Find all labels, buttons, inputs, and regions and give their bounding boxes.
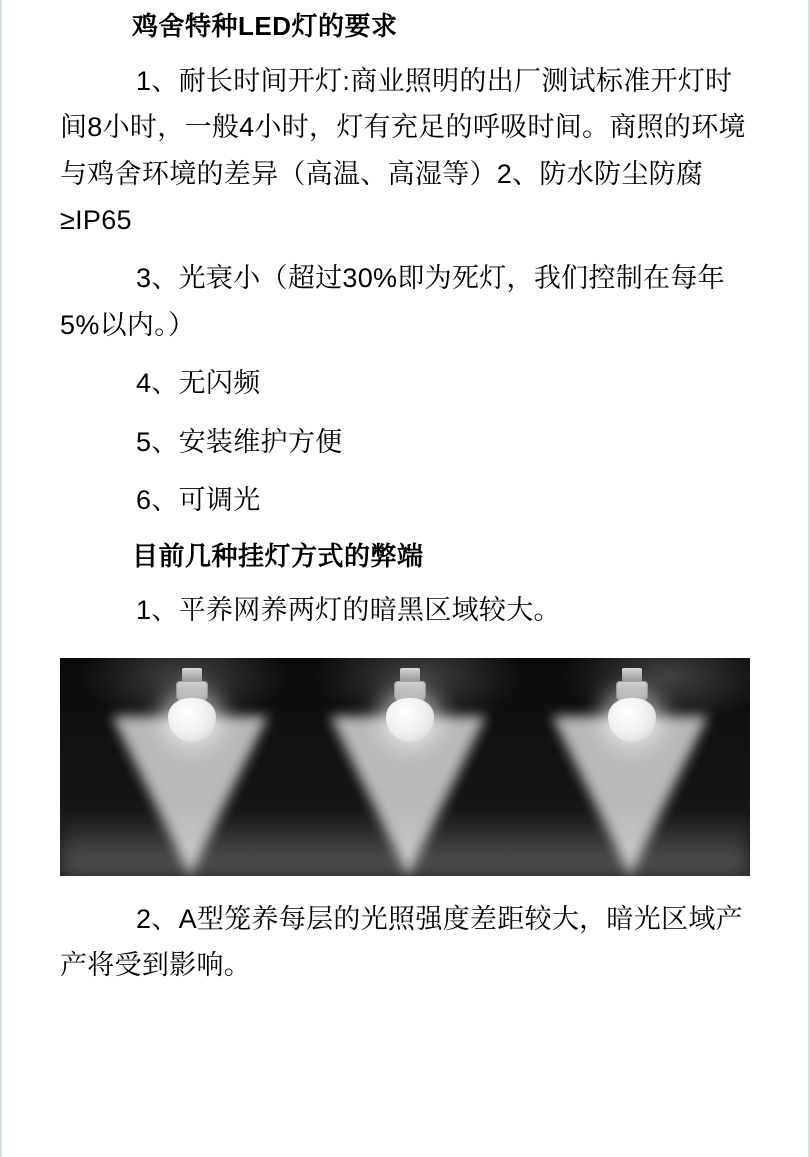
paragraph-item-4: 4、无闪频 <box>136 368 261 399</box>
bulb-cap <box>622 668 642 682</box>
paragraph-drawback-2: 2、A型笼养每层的光照强度差距较大，暗光区域产产将受到影响。 <box>60 903 743 981</box>
led-bulb-icon-center <box>382 668 438 742</box>
paragraph-item-1: 1、耐长时间开灯:商业照明的出厂测试标准开灯时间8小时，一般4小时，灯有充足的呼吸时间。商照的环境与鸡舍环境的差异（高温、高湿等）2、防水防尘防腐≥IP65 <box>60 65 746 235</box>
bulb-globe <box>608 698 656 742</box>
paragraph-item-6: 6、可调光 <box>136 485 261 516</box>
bulb-globe <box>386 698 434 742</box>
paragraph-drawback-1: 1、平养网养两灯的暗黑区域较大。 <box>136 595 561 626</box>
bulb-globe <box>168 698 216 742</box>
floor-glow <box>60 812 750 876</box>
lamp-beams-image <box>60 658 750 876</box>
bulb-cap <box>400 668 420 682</box>
article-content <box>2 0 808 1001</box>
led-bulb-icon-right <box>604 668 660 742</box>
led-bulb-icon-left <box>164 668 220 742</box>
section-heading-led-requirements: 鸡舍特种LED灯的要求 <box>132 11 398 41</box>
paragraph-item-3: 3、光衰小（超过30%即为死灯，我们控制在每年5%以内。） <box>60 263 725 340</box>
bottom-spacer <box>60 995 748 1001</box>
paragraph-item-5: 5、安装维护方便 <box>136 426 343 457</box>
bulb-cap <box>182 668 202 682</box>
section-heading-hanging-drawbacks: 目前几种挂灯方式的弊端 <box>132 540 424 571</box>
